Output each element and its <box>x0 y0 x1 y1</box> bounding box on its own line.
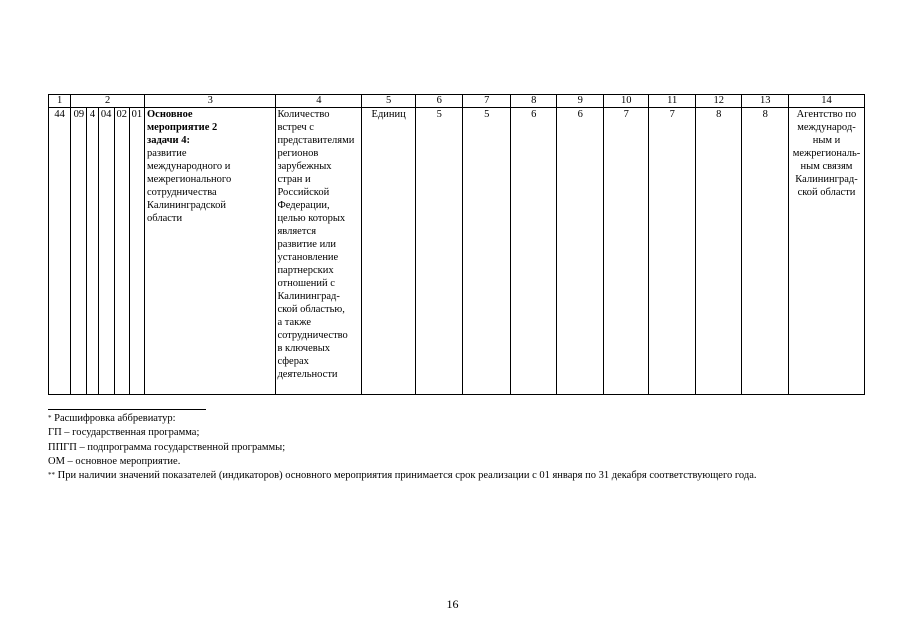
header-col-11: 11 <box>649 95 696 108</box>
header-col-13: 13 <box>742 95 789 108</box>
indicator-line: является <box>277 226 317 237</box>
indicator-line: Калининград- <box>277 291 340 302</box>
event-name-cell <box>145 108 276 395</box>
event-title-line: Основное <box>147 109 193 120</box>
executor-line: Калининград- <box>795 174 858 185</box>
indicator-line: отношений с <box>277 278 335 289</box>
footnote-period <box>48 469 757 483</box>
event-desc-line: Калининградской <box>147 200 226 211</box>
value-cell: 6 <box>510 108 557 395</box>
code-cell-2: 09 <box>71 108 87 395</box>
executor-cell <box>788 108 864 395</box>
executor-line: международ- <box>797 122 856 133</box>
header-col-4: 4 <box>276 95 362 108</box>
code-cell-5: 02 <box>114 108 129 395</box>
indicator-line: в ключевых <box>277 343 331 354</box>
unit-cell: Единиц <box>362 108 416 395</box>
abbr-gp: ГП – государственная программа; <box>48 427 200 439</box>
footnote-divider <box>48 409 206 410</box>
indicator-cell <box>276 108 362 395</box>
value-cell: 5 <box>415 108 463 395</box>
table-row <box>49 108 865 395</box>
value-cell: 8 <box>742 108 789 395</box>
indicator-line: встреч с <box>277 122 314 133</box>
header-col-9: 9 <box>557 95 604 108</box>
event-desc-line: межрегионального <box>147 174 232 185</box>
indicators-table <box>48 94 865 395</box>
executor-line: ным связям <box>800 161 853 172</box>
event-desc-line: международного и <box>147 161 231 172</box>
code-cell-6: 01 <box>129 108 144 395</box>
indicator-line: Количество <box>277 109 330 120</box>
header-col-1: 1 <box>49 95 71 108</box>
indicator-line: целью которых <box>277 213 346 224</box>
event-title-line: мероприятие 2 <box>147 122 218 133</box>
header-col-3: 3 <box>145 95 276 108</box>
indicator-line: сотрудничество <box>277 330 348 341</box>
indicator-line: ской областью, <box>277 304 345 315</box>
event-desc-line: развитие <box>147 148 187 159</box>
code-cell-4: 04 <box>98 108 114 395</box>
indicator-line: развитие или <box>277 239 337 250</box>
header-col-6: 6 <box>415 95 463 108</box>
header-col-8: 8 <box>510 95 557 108</box>
value-cell: 8 <box>695 108 742 395</box>
table-header-row <box>49 95 865 108</box>
code-cell-1: 44 <box>49 108 71 395</box>
indicator-line: а также <box>277 317 311 328</box>
code-cell-3: 4 <box>87 108 98 395</box>
footnote-abbreviations <box>48 412 757 426</box>
indicator-line: сферах <box>277 356 309 367</box>
footnote-text: Расшифровка аббревиатур: <box>51 413 176 424</box>
indicator-line: Российской <box>277 187 330 198</box>
executor-line: Агентство по <box>796 109 857 120</box>
indicator-line: Федерации, <box>277 200 330 211</box>
abbr-om: ОМ – основное мероприятие. <box>48 455 181 467</box>
abbr-ppgp: ППГП – подпрограмма государственной программы; <box>48 441 286 453</box>
header-col-5: 5 <box>362 95 416 108</box>
header-col-2: 2 <box>71 95 145 108</box>
footnote-mark: * <box>48 414 52 422</box>
event-title-line: задачи 4: <box>147 135 190 146</box>
executor-line: ской области <box>797 187 856 198</box>
header-col-10: 10 <box>603 95 649 108</box>
value-cell: 7 <box>649 108 696 395</box>
indicator-line: представителями <box>277 135 355 146</box>
indicator-line: партнерских <box>277 265 334 276</box>
header-col-14: 14 <box>788 95 864 108</box>
footnote-mark: ** <box>48 471 55 480</box>
indicator-line: деятельности <box>277 369 338 380</box>
event-desc-line: сотрудничества <box>147 187 217 198</box>
event-desc-line: области <box>147 213 183 224</box>
executor-line: ным и <box>812 135 841 146</box>
footnotes <box>48 412 757 483</box>
page-number: 16 <box>446 597 459 611</box>
indicator-line: регионов <box>277 148 319 159</box>
value-cell: 6 <box>557 108 604 395</box>
header-col-7: 7 <box>463 95 511 108</box>
header-col-12: 12 <box>695 95 742 108</box>
indicator-line: установление <box>277 252 339 263</box>
value-cell: 7 <box>603 108 649 395</box>
indicator-line: стран и <box>277 174 311 185</box>
indicator-line: зарубежных <box>277 161 332 172</box>
value-cell: 5 <box>463 108 511 395</box>
footnote-text: При наличии значений показателей (индикаторов) основного мероприятия принимается срок реализации с 01 января по 31 декабря соответствующего года. <box>55 470 757 482</box>
executor-line: межрегиональ- <box>792 148 861 159</box>
